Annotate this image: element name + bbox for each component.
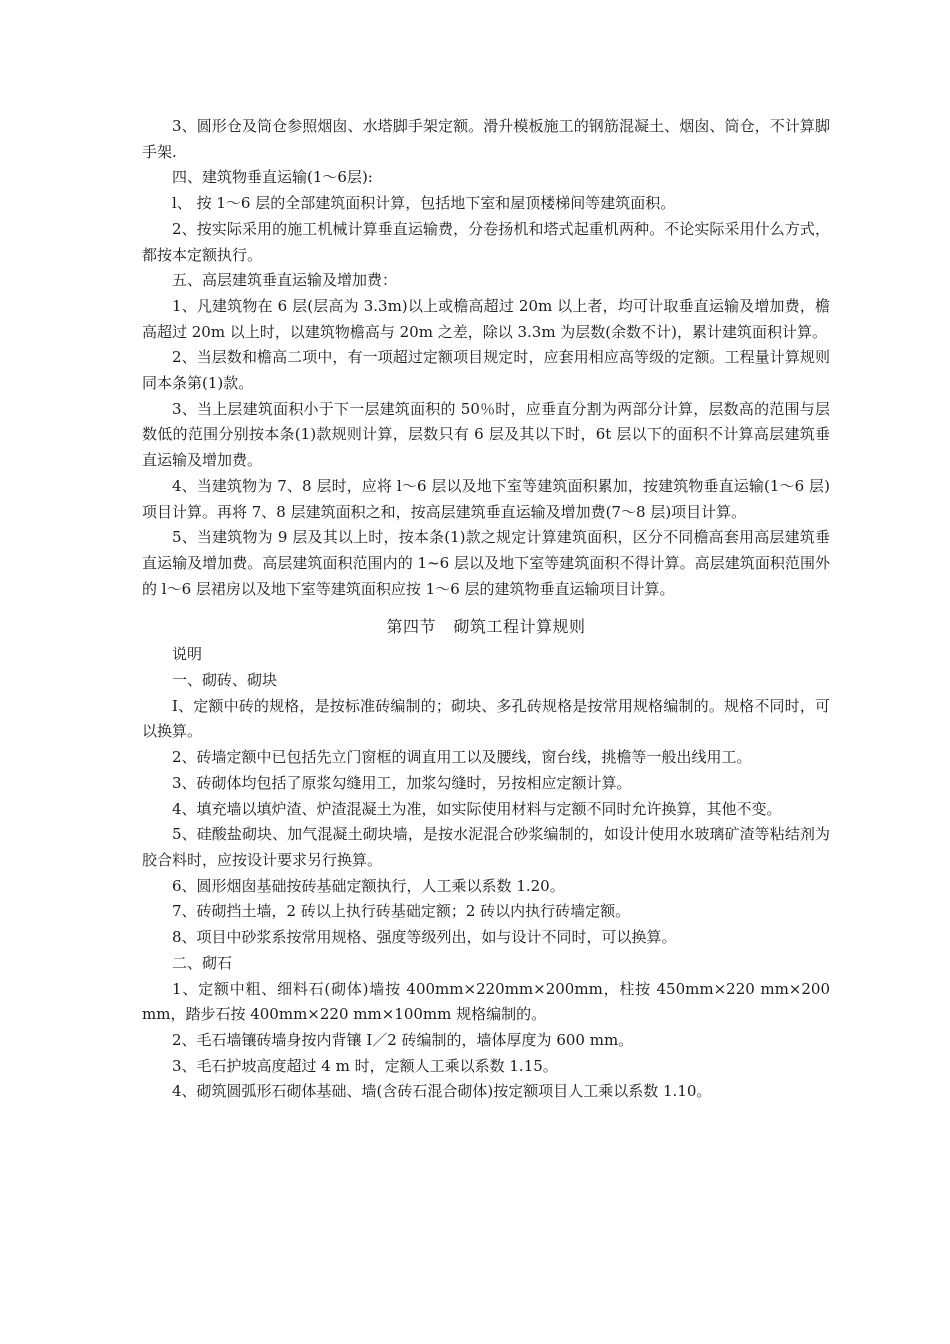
paragraph: 5、硅酸盐砌块、加气混凝土砌块墙，是按水泥混合砂浆编制的，如设计使用水玻璃矿渣等粘结剂为胶合料时，应按设计要求另行换算。 (142, 825, 830, 869)
subheading-notes: 说明 (172, 645, 203, 664)
document-page (142, 114, 830, 1105)
paragraph: 4、填充墙以填炉渣、炉渣混凝土为准，如实际使用材料与定额不同时允许换算，其他不变。 (172, 799, 782, 818)
paragraph: 1、凡建筑物在 6 层(层高为 3.3m)以上或檐高超过 20m 以上者，均可计取垂直运输及增加费，檐高超过 20m 以上时，以建筑物檐高与 20m 之差，除以 3.3m 为层数(余数不计)，累计建筑面积计算。 (142, 296, 830, 341)
paragraph: 4、当建筑物为 7、8 层时，应将 l～6 层以及地下室等建筑面积累加，按建筑物垂直运输(1～6 层)项目计算。再将 7、8 层建筑面积之和，按高层建筑垂直运输及增加费(7～8 层)项目计算。 (142, 476, 830, 521)
paragraph: 1、定额中粗、细料石(砌体)墙按 400mm×220mm×200mm，柱按 450mm×220 mm×200 mm，踏步石按 400mm×220 mm×100mm 规格编制的。 (142, 979, 830, 1024)
paragraph: I、定额中砖的规格，是按标准砖编制的；砌块、多孔砖规格是按常用规格编制的。规格不同时，可以换算。 (142, 696, 830, 741)
heading-brick-block: 一、砌砖、砌块 (172, 671, 278, 690)
paragraph: 2、当层数和檐高二项中，有一项超过定额项目规定时，应套用相应高等级的定额。工程量计算规则同本条第(1)款。 (142, 348, 830, 393)
paragraph: l、 按 1～6 层的全部建筑面积计算，包括地下室和屋顶楼梯间等建筑面积。 (172, 194, 676, 213)
paragraph: 2、砖墙定额中已包括先立门窗框的调直用工以及腰线，窗台线，挑檐等一般出线用工。 (172, 748, 752, 767)
paragraph: 6、圆形烟囱基础按砖基础定额执行，人工乘以系数 1.20。 (172, 876, 565, 895)
heading-stone: 二、砌石 (172, 953, 233, 972)
paragraph: 4、砌筑圆弧形石砌体基础、墙(含砖石混合砌体)按定额项目人工乘以系数 1.10。 (172, 1082, 712, 1101)
paragraph: 8、项目中砂浆系按常用规格、强度等级列出，如与设计不同时，可以换算。 (172, 928, 677, 947)
heading-highrise-transport: 五、高层建筑垂直运输及增加费： (172, 271, 398, 290)
heading-vertical-transport: 四、建筑物垂直运输(1～6层): (172, 168, 373, 187)
paragraph: 2、毛石墙镶砖墙身按内背镶 I／2 砖编制的，墙体厚度为 600 mm。 (172, 1030, 634, 1049)
paragraph: 3、当上层建筑面积小于下一层建筑面积的 50％时，应垂直分割为两部分计算，层数高的范围与层数低的范围分别按本条(1)款规则计算，层数只有 6 层及其以下时，6t 层以下的面积不计算高层建筑垂直运输及增加费。 (142, 399, 830, 470)
paragraph: 3、毛石护坡高度超过 4 m 时，定额人工乘以系数 1.15。 (172, 1056, 558, 1075)
paragraph: 2、按实际采用的施工机械计算垂直运输费，分卷扬机和塔式起重机两种。不论实际采用什么方式，都按本定额执行。 (142, 219, 830, 264)
paragraph: 3、砖砌体均包括了原浆勾缝用工，加浆勾缝时，另按相应定额计算。 (172, 773, 632, 792)
paragraph: 5、当建筑物为 9 层及其以上时，按本条(1)款之规定计算建筑面积，区分不同檐高套用高层建筑垂直运输及增加费。高层建筑面积范围内的 1~6 层以及地下室等建筑面积不得计算。高层建筑面积范围外的 l～6 层裙房以及地下室等建筑面积应按 1～6 层的建筑物垂直运输项目计算。 (142, 528, 830, 598)
section-title: 第四节 砌筑工程计算规则 (386, 617, 586, 637)
paragraph: 3、圆形仓及筒仓参照烟囱、水塔脚手架定额。滑升模板施工的钢筋混凝土、烟囱、筒仓，不计算脚手架. (142, 117, 830, 161)
paragraph: 7、砖砌挡土墙，2 砖以上执行砖基础定额；2 砖以内执行砖墙定额。 (172, 902, 631, 921)
